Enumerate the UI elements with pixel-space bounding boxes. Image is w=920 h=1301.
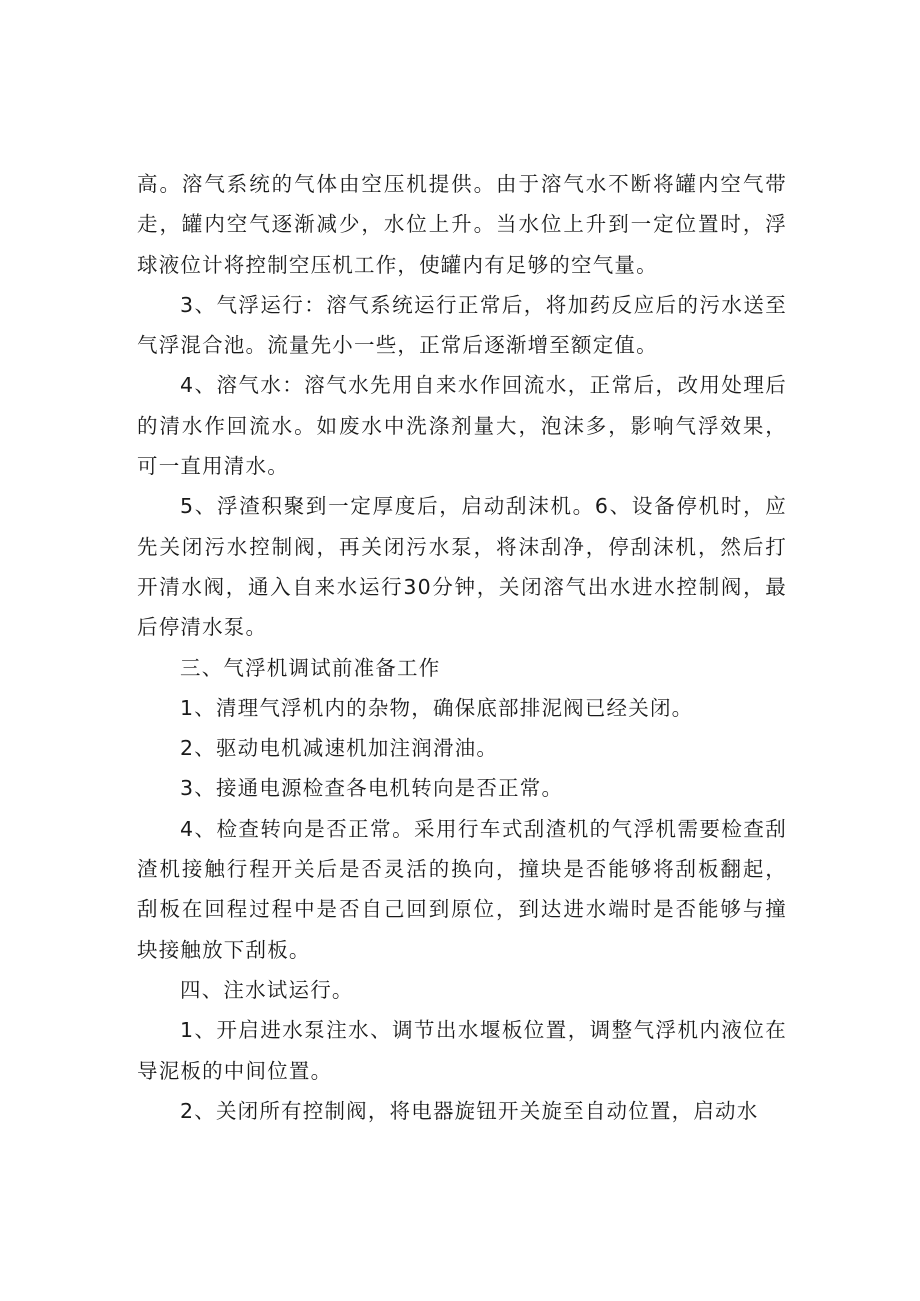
paragraph-scum-and-shutdown: 5、浮渣积聚到一定厚度后，启动刮沫机。6、设备停机时，应先关闭污水控制阀，再关闭污水泵，将沫刮净，停刮沫机，然后打开清水阀，通入自来水运行30分钟，关闭溶气出水进水控制阀，最后停清水泵。 [137, 494, 787, 640]
paragraph-prep-item-2: 2、驱动电机减速机加注润滑油。 [180, 736, 499, 761]
paragraph-prep-item-4: 4、检查转向是否正常。采用行车式刮渣机的气浮机需要检查刮渣机接触行程开关后是否灵活的换向，撞块是否能够将刮板翻起，刮板在回程过程中是否自己回到原位，到达进水端时是否能够与撞块接触放下刮板。 [137, 816, 787, 962]
paragraph-trial-item-1: 1、开启进水泵注水、调节出水堰板位置，调整气浮机内液位在导泥板的中间位置。 [137, 1018, 787, 1083]
section-heading-preparation: 三、气浮机调试前准备工作 [180, 655, 441, 680]
paragraph-trial-item-2: 2、关闭所有控制阀，将电器旋钮开关旋至自动位置，启动水 [180, 1098, 759, 1123]
paragraph-continuation: 高。溶气系统的气体由空压机提供。由于溶气水不断将罐内空气带走，罐内空气逐渐减少，水位上升。当水位上升到一定位置时，浮球液位计将控制空压机工作，使罐内有足够的空气量。 [137, 172, 787, 277]
paragraph-flotation-operation: 3、气浮运行：溶气系统运行正常后，将加药反应后的污水送至气浮混合池。流量先小一些，正常后逐渐增至额定值。 [137, 292, 787, 358]
section-heading-water-trial: 四、注水试运行。 [180, 977, 354, 1002]
paragraph-prep-item-3: 3、接通电源检查各电机转向是否正常。 [180, 776, 564, 801]
document-body [137, 164, 787, 1131]
paragraph-dissolved-air-water: 4、溶气水：溶气水先用自来水作回流水，正常后，改用处理后的清水作回流水。如废水中洗涤剂量大，泡沫多，影响气浮效果，可一直用清水。 [137, 373, 787, 479]
paragraph-prep-item-1: 1、清理气浮机内的杂物，确保底部排泥阀已经关闭。 [180, 695, 694, 720]
